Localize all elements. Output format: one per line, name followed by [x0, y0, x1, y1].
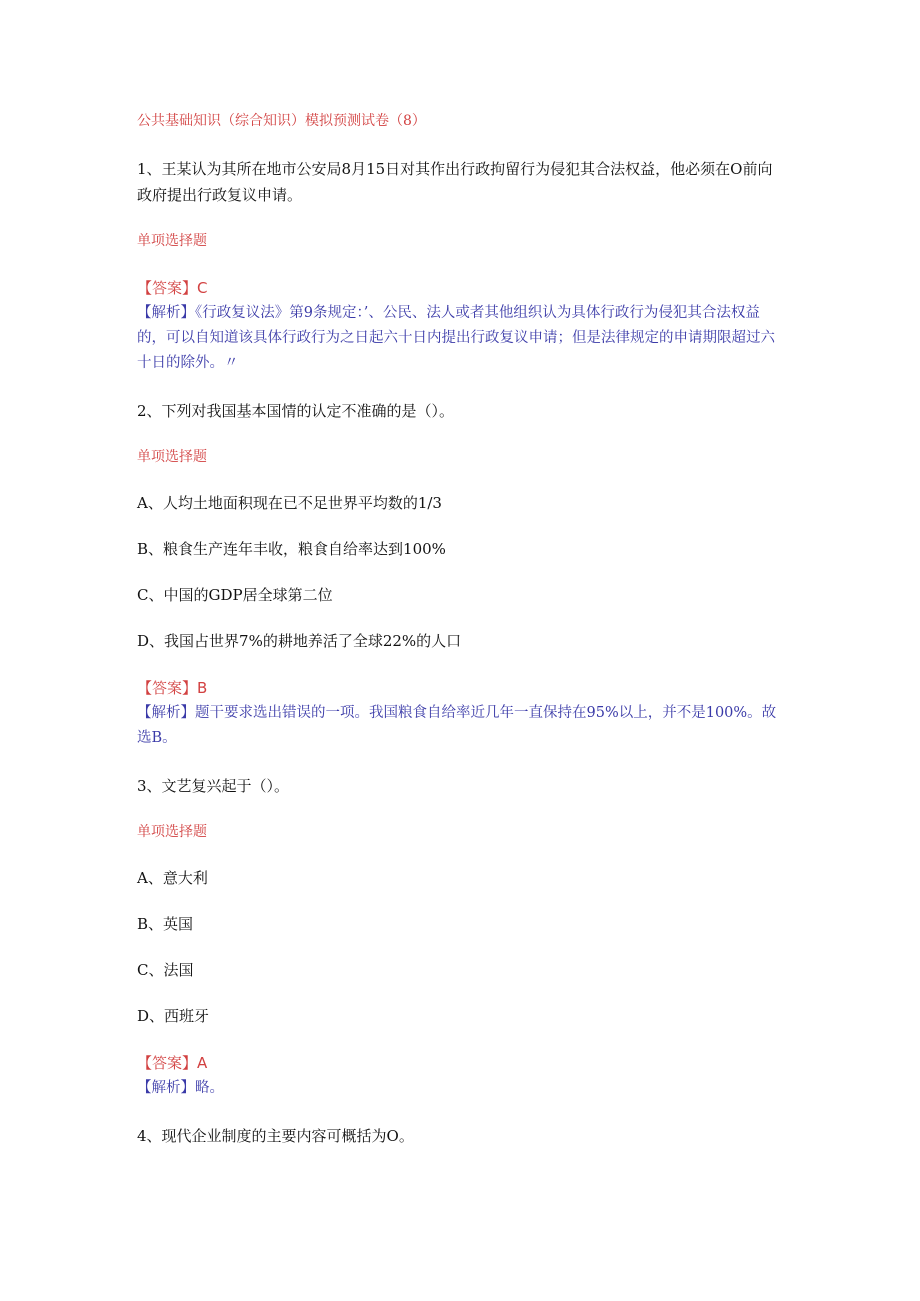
answer-block: [137, 1051, 787, 1101]
option-d: D、我国占世界7%的耕地养活了全球22%的人口: [137, 632, 462, 650]
analysis-line: [137, 301, 787, 376]
question-2: [137, 398, 787, 751]
answer-block: [137, 676, 787, 751]
analysis-line: [137, 701, 787, 751]
document-page: [137, 110, 787, 1171]
question-1: [137, 156, 787, 376]
option-c: C、中国的GDP居全球第二位: [137, 586, 333, 604]
analysis-text: 略。: [195, 1080, 224, 1096]
option-c: C、法国: [137, 961, 194, 979]
answer-label: 【答案】: [137, 1054, 198, 1072]
question-stem: 2、下列对我国基本国情的认定不准确的是（）。: [137, 402, 455, 420]
answer-label: 【答案】: [137, 679, 198, 697]
option-b: B、粮食生产连年丰收，粮食自给率达到100%: [137, 540, 446, 558]
analysis-label: 【解析】: [137, 305, 195, 321]
answer-value: B: [197, 679, 208, 697]
answer-line: [137, 1051, 787, 1076]
question-4: [137, 1123, 787, 1149]
option-d: D、西班牙: [137, 1007, 210, 1025]
answer-value: C: [197, 279, 208, 297]
option-a: A、人均土地面积现在已不足世界平均数的1/3: [137, 494, 442, 512]
analysis-line: [137, 1076, 787, 1101]
question-type: 单项选择题: [137, 449, 207, 465]
answer-line: [137, 276, 787, 301]
analysis-label: 【解析】: [137, 1080, 195, 1096]
question-stem: 4、现代企业制度的主要内容可概括为O。: [137, 1127, 414, 1145]
question-type: 单项选择题: [137, 824, 207, 840]
answer-label: 【答案】: [137, 279, 198, 297]
analysis-text: 题干要求选出错误的一项。我国粮食自给率近几年一直保持在95%以上，并不是100%。故选B。: [137, 705, 777, 746]
question-3: [137, 773, 787, 1101]
question-type: 单项选择题: [137, 233, 207, 249]
analysis-label: 【解析】: [137, 705, 195, 721]
option-b: B、英国: [137, 915, 194, 933]
option-a: A、意大利: [137, 869, 208, 887]
question-stem: 1、王某认为其所在地市公安局8月15日对其作出行政拘留行为侵犯其合法权益，他必须在O前向政府提出行政复议申请。: [137, 160, 773, 204]
answer-value: A: [197, 1054, 208, 1072]
answer-block: [137, 276, 787, 376]
document-title: 公共基础知识（综合知识）模拟预测试卷（8）: [137, 113, 426, 129]
analysis-text: 《行政复议法》第9条规定：’、公民、法人或者其他组织认为具体行政行为侵犯其合法权益的，可以自知道该具体行政行为之日起六十日内提出行政复议申请；但是法律规定的申请期限超过六十日的除外。〃: [137, 305, 775, 371]
answer-line: [137, 676, 787, 701]
question-stem: 3、文艺复兴起于（）。: [137, 777, 290, 795]
